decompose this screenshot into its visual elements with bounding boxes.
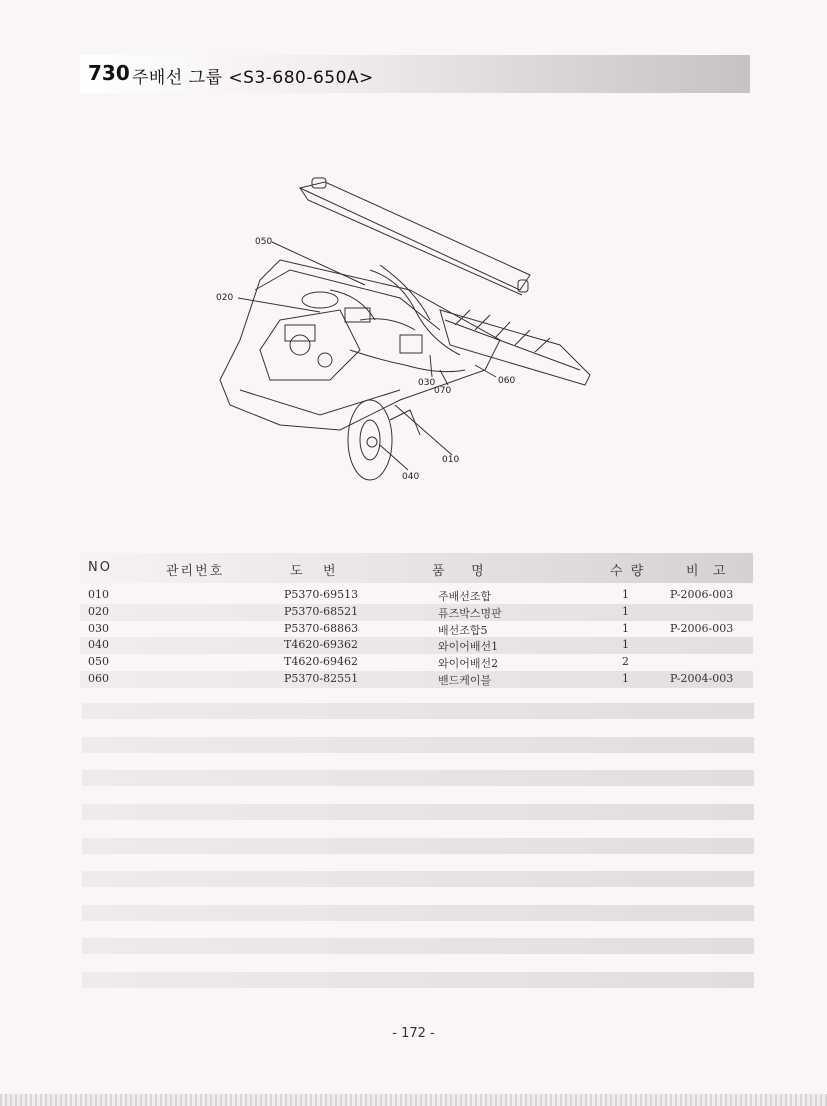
row-name: 배선조합5 <box>438 623 488 637</box>
col-no: NO <box>88 560 112 575</box>
col-part-name: 품 명 <box>432 564 486 579</box>
callout-040: 040 <box>402 472 420 482</box>
callout-020: 020 <box>216 293 234 303</box>
parts-table-header <box>80 553 753 583</box>
row-name: 밴드케이블 <box>438 673 492 687</box>
table-row <box>80 637 753 654</box>
row-name: 퓨즈박스명판 <box>438 606 502 620</box>
page-number: - 172 - <box>392 1026 435 1041</box>
row-qty: 1 <box>622 671 629 685</box>
row-drawing: T4620-69362 <box>284 638 359 652</box>
callout-070: 070 <box>434 386 452 396</box>
row-qty: 1 <box>622 621 629 635</box>
table-row <box>80 671 753 688</box>
row-qty: 1 <box>622 604 629 618</box>
row-no: 010 <box>88 588 109 601</box>
row-remark: P-2004-003 <box>670 671 734 685</box>
callout-010: 010 <box>442 455 460 465</box>
callout-050: 050 <box>255 237 273 247</box>
row-no: 020 <box>88 604 109 618</box>
table-row <box>80 604 753 621</box>
empty-row-band <box>82 938 754 954</box>
empty-row-band <box>82 770 754 786</box>
empty-row-band <box>82 871 754 887</box>
row-qty: 1 <box>622 588 629 601</box>
empty-row-band <box>82 737 754 753</box>
row-no: 050 <box>88 655 109 669</box>
empty-row-band <box>82 972 754 988</box>
empty-row-band <box>82 804 754 820</box>
row-name: 주배선조합 <box>438 590 492 603</box>
row-no: 030 <box>88 621 109 635</box>
row-name: 와이어배선2 <box>438 657 499 671</box>
parts-diagram <box>200 170 610 490</box>
row-no: 060 <box>88 671 109 685</box>
col-management-number: 관리번호 <box>166 564 225 579</box>
callout-030: 030 <box>418 378 436 388</box>
row-no: 040 <box>88 638 109 652</box>
section-title: 주배선 그룹 <S3-680-650A> <box>132 68 374 88</box>
row-qty: 1 <box>622 638 629 652</box>
table-row <box>80 621 753 638</box>
empty-row-band <box>82 838 754 854</box>
section-number: 730 <box>88 61 130 85</box>
row-drawing: T4620-69462 <box>284 655 359 669</box>
col-drawing-number: 도 번 <box>290 564 338 579</box>
section-header <box>80 55 750 93</box>
row-drawing: P5370-82551 <box>284 671 359 685</box>
row-name: 와이어배선1 <box>438 640 499 654</box>
harness-illustration <box>200 170 610 490</box>
row-drawing: P5370-69513 <box>284 588 359 601</box>
parts-table-body <box>80 587 753 688</box>
row-drawing: P5370-68863 <box>284 621 359 635</box>
callout-060: 060 <box>498 376 516 386</box>
row-remark: P-2006-003 <box>670 621 734 635</box>
row-qty: 2 <box>622 655 629 669</box>
empty-row-band <box>82 905 754 921</box>
col-remarks: 비 고 <box>686 564 728 579</box>
empty-row-band <box>82 703 754 719</box>
table-row <box>80 587 753 604</box>
table-row <box>80 654 753 671</box>
scan-edge <box>0 1094 827 1106</box>
col-quantity: 수 량 <box>610 564 646 579</box>
row-remark: P-2006-003 <box>670 588 734 601</box>
row-drawing: P5370-68521 <box>284 604 359 618</box>
